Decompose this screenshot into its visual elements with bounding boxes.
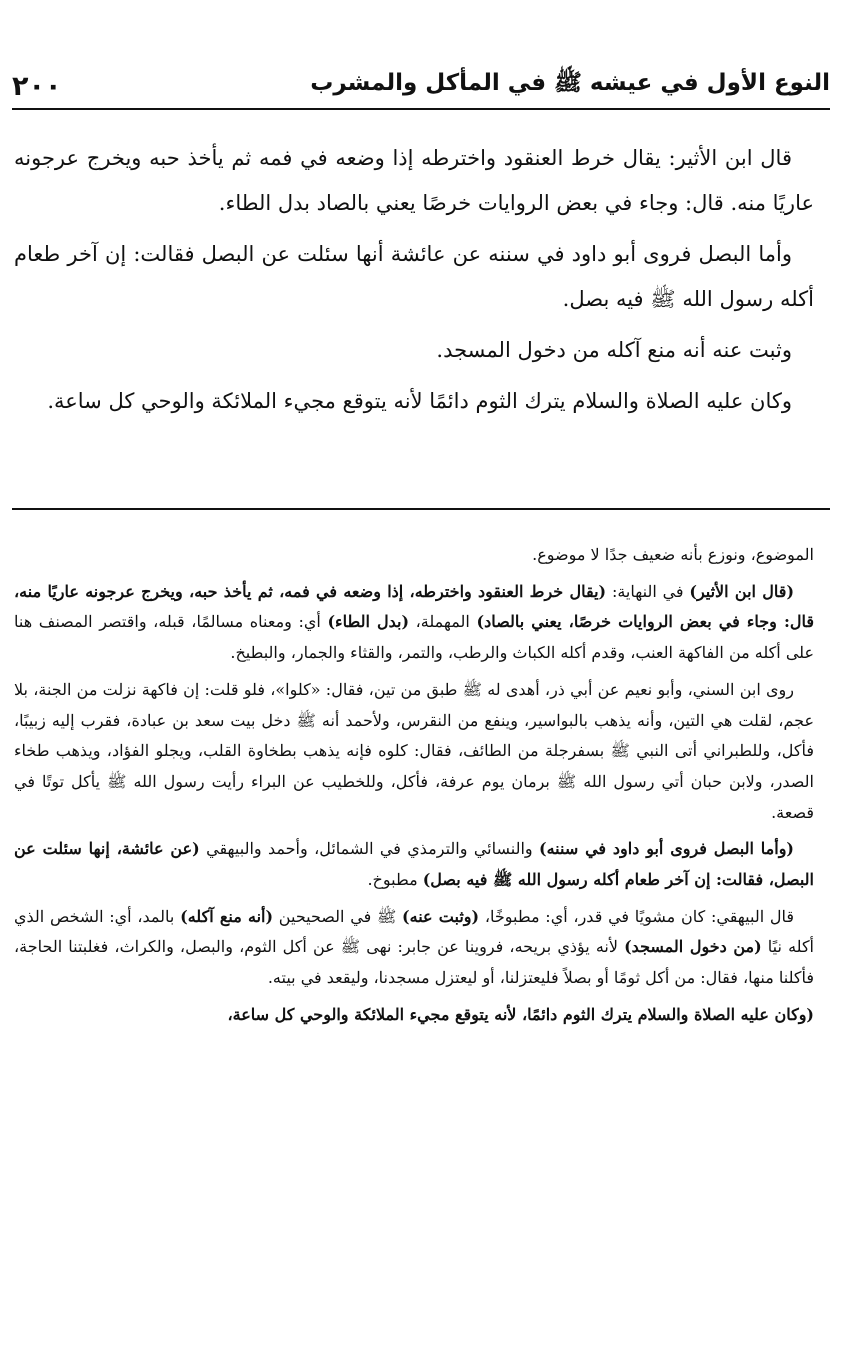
commentary-text-span: والنسائي والترمذي في الشمائل، وأحمد والبيهقي [199,839,540,859]
commentary-text-span: قال البيهقي: كان مشويًا في قدر، أي: مطبوخًا، [479,906,795,926]
commentary-paragraph-3: روى ابن السني، وأبو نعيم عن أبي ذر، أهدى له ﷺ طبق من تين، فقال: «كلوا»، فلو قلت: إن فاكهة نزلت من الجنة، بلا عجم، لقلت هي التين، وأنه يذهب بالبواسير، وينفع من النقرس، ولأحمد أنه ﷺ دخل بيت سعد بن عبادة، فقرب إليه زبيبًا، فأكل، وللطبراني أتى النبي ﷺ بسفرجلة من الطائف، فقال: كلوه فإنه يذهب بطخاوة القلب، ويجلو الفؤاد، ويذهب طخاء الصدر، ولابن حبان أتي رسول الله ﷺ برمان يوم عرفة، فأكل، وللخطيب عن البراء رأيت رسول الله ﷺ يأكل توتًا في قصعة. [14,679,814,822]
running-header [12,66,830,110]
commentary-paragraph-2 [14,577,814,669]
main-paragraph-1: قال ابن الأثير: يقال خرط العنقود واخترطه إذا وضعه في فمه ثم يأخذ حبه ويخرج عرجونه عاريًا منه. قال: وجاء في بعض الروايات خرصًا يعني بالصاد بدل الطاء. [14,146,814,215]
commentary-paragraph-5 [14,902,814,994]
main-paragraph-2: وأما البصل فروى أبو داود في سننه عن عائشة أنها سئلت عن البصل فقالت: إن آخر طعام أكله رسول الله ﷺ فيه بصل. [14,242,814,311]
quoted-text: (من دخول المسجد) [624,937,762,957]
commentary-text [14,540,814,1037]
quoted-text: (أنه منع آكله) [180,906,274,926]
commentary-text-span: المهملة، [409,612,477,632]
page-number: ٢٠٠ [12,71,62,102]
quoted-text: (وأما البصل فروى أبو داود في سننه) [539,839,794,859]
commentary-paragraph-1: الموضوع، ونوزع بأنه ضعيف جدًا لا موضوع. [532,545,814,564]
quoted-text: (وكان عليه الصلاة والسلام يترك الثوم دائمًا، لأنه يتوقع مجيء الملائكة والوحي كل ساعة، [227,1004,814,1024]
section-divider [12,508,830,510]
quoted-text: (يقال خرط العنقود واخترطه، إذا وضعه في فمه، ثم يأخذ حبه، ويخرج عرجونه عاريًا منه، قال: وجاء في بعض الروايات خرصًا، يعني بالصاد) [14,581,815,632]
quoted-text: (وثبت عنه) [402,906,480,926]
commentary-paragraph-4 [14,834,814,895]
commentary-text-span: لأنه يؤذي بريحه، فروينا عن جابر: نهى ﷺ عن أكل الثوم، والبصل، والكراث، فغلبتنا الحاجة، فأكلنا منها، فقال: من أكل ثومًا أو بصلاً فليعتزلنا، أو ليعتزل مسجدنا، وليقعد في بيته. [14,937,814,988]
quoted-text: (قال ابن الأثير) [689,581,795,601]
commentary-paragraph-6 [14,1000,814,1031]
commentary-text-span: أي: ومعناه مسالمًا، قبله، واقتصر المصنف هنا على أكله من الفاكهة العنب، وقدم أكله الكباث والرطب، والتمر، والقثاء والجمار، والبطيخ. [14,612,814,663]
main-paragraph-4: وكان عليه الصلاة والسلام يترك الثوم دائمًا لأنه يتوقع مجيء الملائكة والوحي كل ساعة. [47,389,792,413]
header-title: النوع الأول في عيشه ﷺ في المأكل والمشرب [310,70,830,96]
commentary-text-span: بالمد، أي: الشخص الذي أكله نيًا [14,906,814,957]
main-paragraph-3: وثبت عنه أنه منع آكله من دخول المسجد. [436,338,792,362]
quoted-text: (بدل الطاء) [327,612,410,632]
quoted-text: (عن عائشة، إنها سئلت عن البصل، فقالت: إن آخر طعام أكله رسول الله ﷺ فيه بصل) [14,839,814,890]
commentary-text-span: في النهاية: [606,581,690,601]
commentary-text-span: ﷺ في الصحيحين [273,906,403,926]
commentary-text-span: مطبوخ. [367,870,423,890]
main-text [14,136,814,430]
